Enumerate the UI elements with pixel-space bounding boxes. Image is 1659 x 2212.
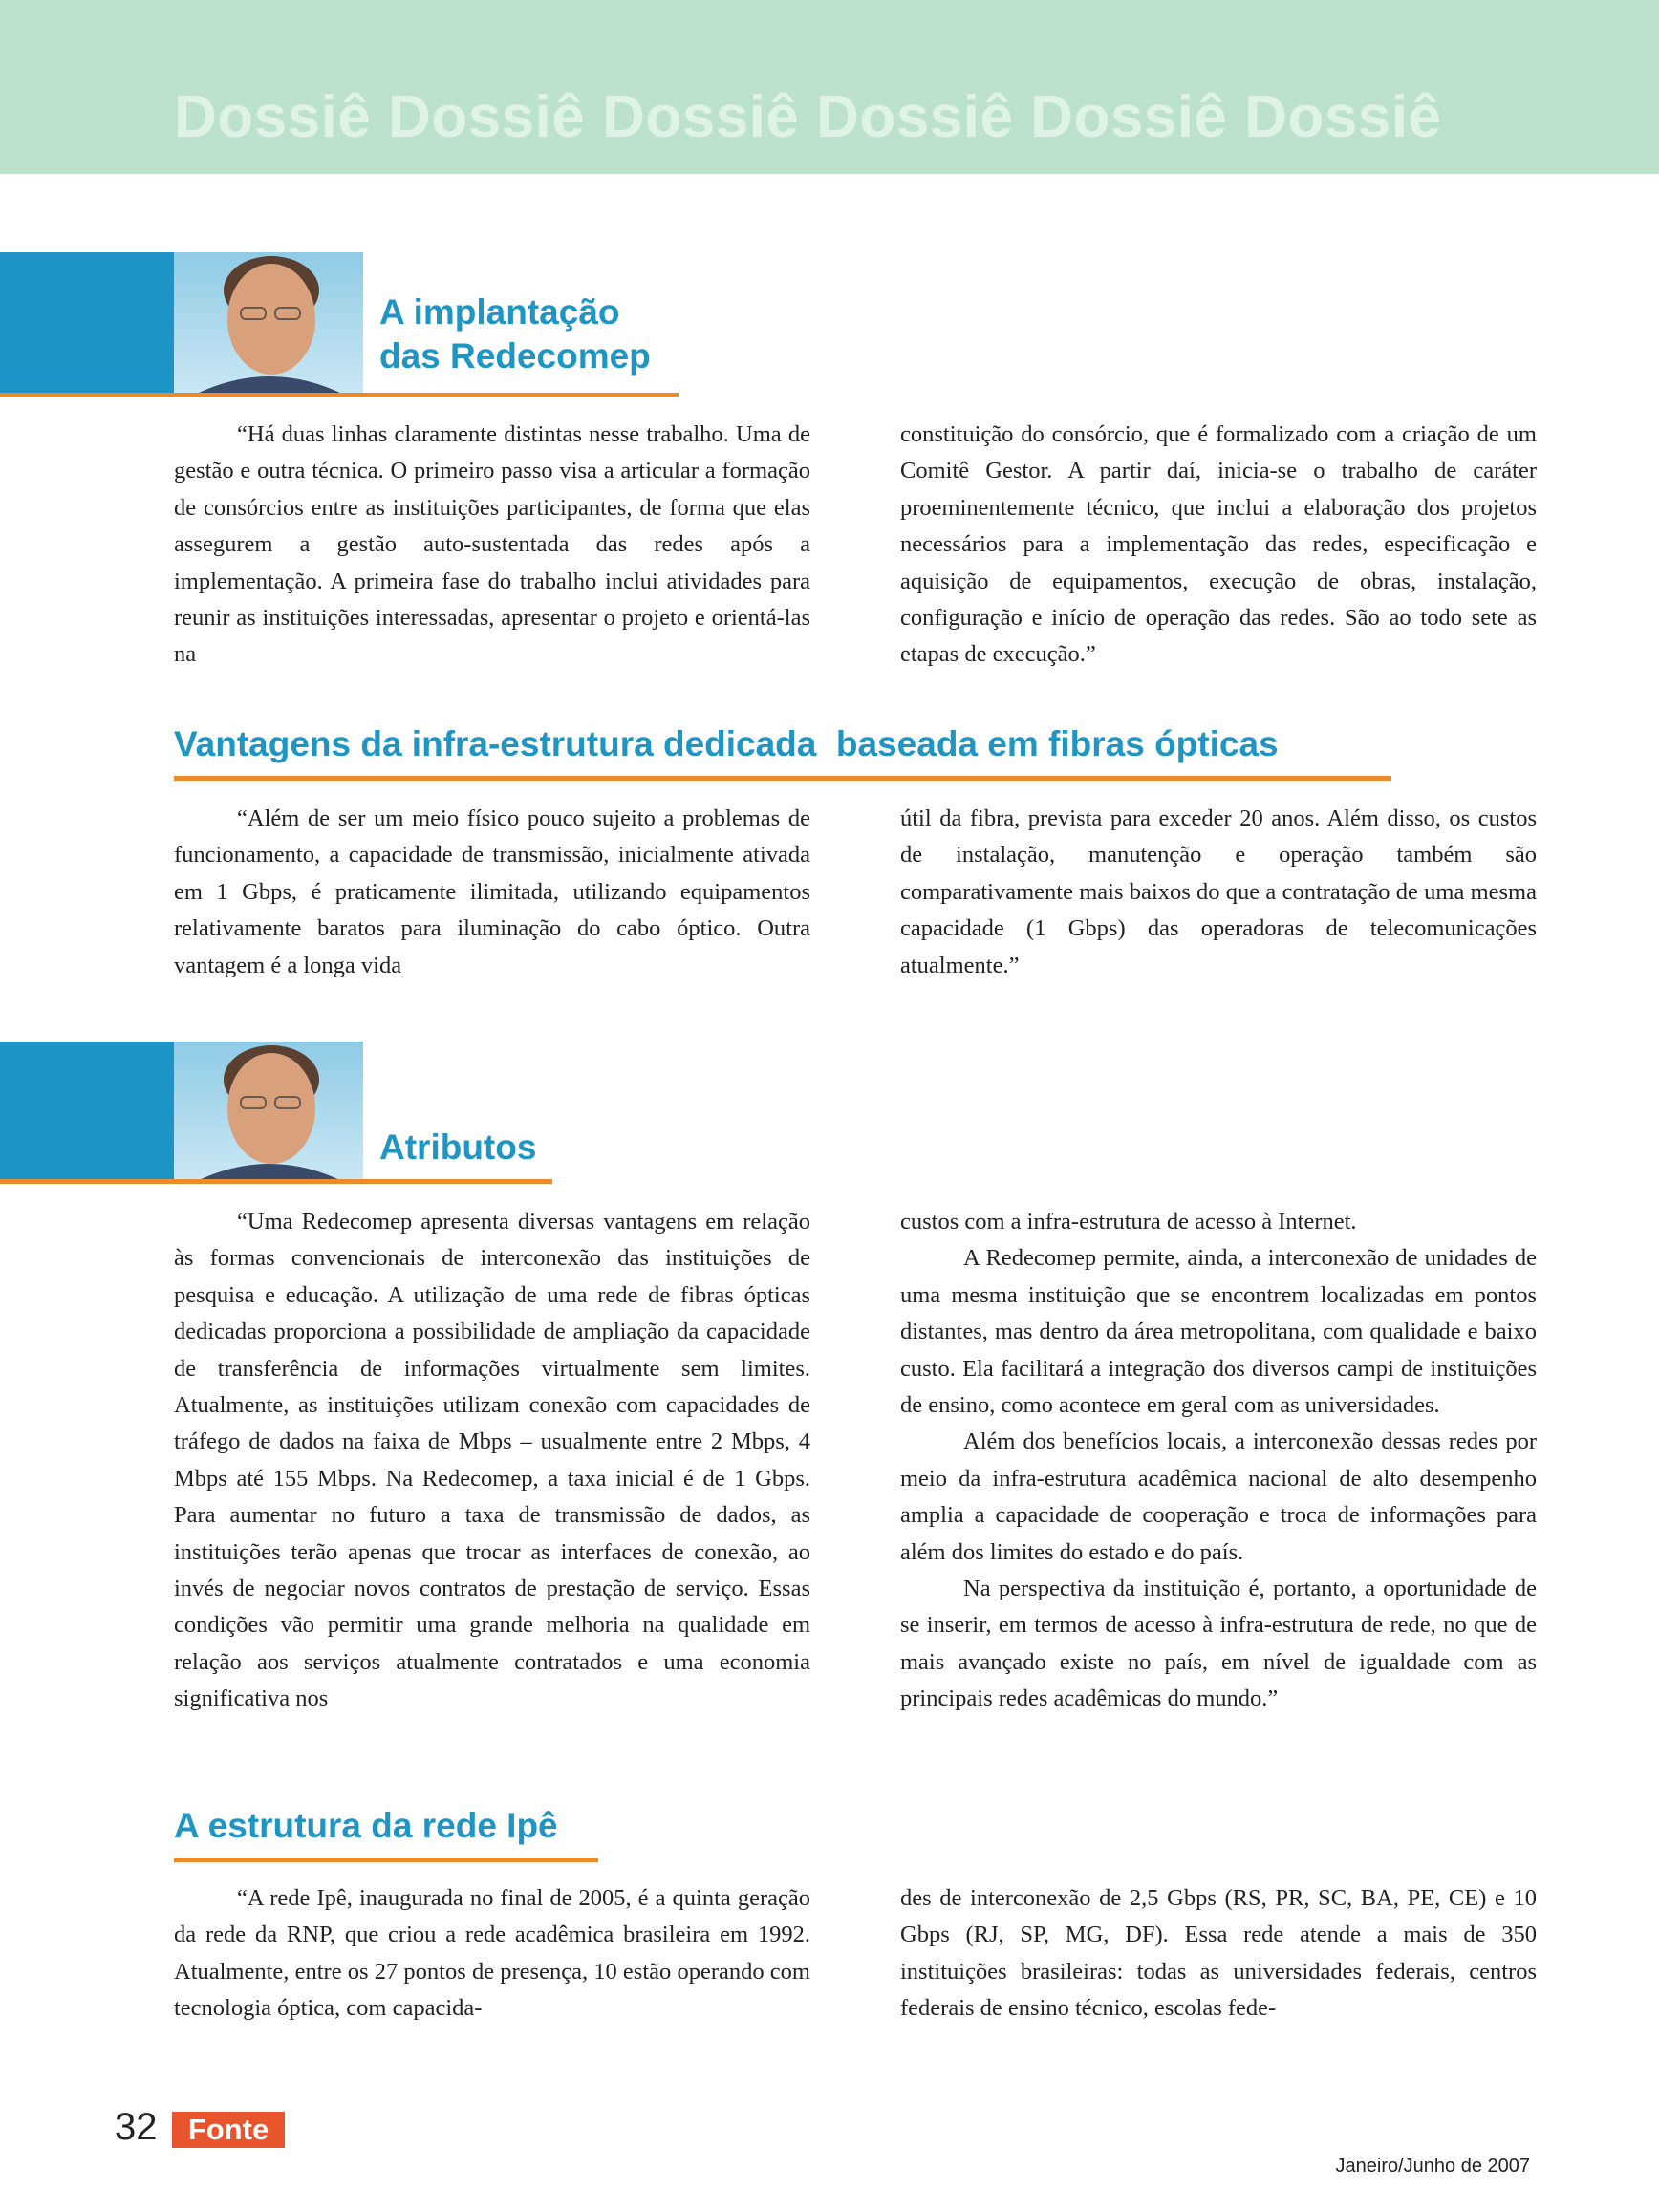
section-title-estrutura: A estrutura da rede Ipê <box>174 1806 558 1845</box>
column-left <box>174 801 810 984</box>
column-right <box>900 1880 1537 2028</box>
section-rule <box>0 1179 552 1184</box>
header-band-text: Dossiê Dossiê Dossiê Dossiê Dossiê Dossiê <box>174 84 1442 150</box>
section-accent-bar <box>0 252 174 396</box>
portrait-image <box>174 1042 363 1183</box>
column-left <box>174 1880 810 2028</box>
column-right <box>900 417 1537 674</box>
title-line-1: A implantação <box>379 292 620 332</box>
section-accent-bar <box>0 1042 174 1183</box>
paragraph: “Além de ser um meio físico pouco sujeito a problemas de funcionamento, a capacidade de transmissão, inicialmente ativada em 1 Gbps, é praticamente ilimitada, utilizando equipamentos relativamente baratos para iluminação do cabo óptico. Outra vantagem é a longa vida <box>174 805 810 978</box>
paragraph: útil da fibra, prevista para exceder 20 anos. Além disso, os custos de instalação, manutenção e operação também são comparativamente mais baixos do que a contratação de uma mesma capacidade (1 Gbps) das operadoras de telecomunicações atualmente.” <box>900 805 1537 978</box>
magazine-logo: Fonte <box>172 2112 285 2148</box>
paragraph: Além dos benefícios locais, a interconexão dessas redes por meio da infra-estrutura acadêmica nacional de alto desempenho amplia a capacidade de cooperação e troca de informações para além dos limites do estado e do país. <box>900 1428 1537 1565</box>
paragraph: constituição do consórcio, que é formalizado com a criação de um Comitê Gestor. A partir daí, inicia-se o trabalho de caráter proeminentemente técnico, que inclui a elaboração dos projetos necessários para a implementação das redes, especificação e aquisição de equipamentos, execução de obras, instalação, configuração e início de operação das redes. São ao todo sete as etapas de execução.” <box>900 421 1537 668</box>
author-photo <box>174 1042 363 1183</box>
paragraph: “A rede Ipê, inaugurada no final de 2005, é a quinta geração da rede da RNP, que criou a rede acadêmica brasileira em 1992. Atualmente, entre os 27 pontos de presença, 10 estão operando com tecnologia óptica, com capacida- <box>174 1885 810 2022</box>
issue-date: Janeiro/Junho de 2007 <box>1335 2156 1530 2177</box>
title-line-2: das Redecomep <box>379 336 651 376</box>
section-title-vantagens: Vantagens da infra-estrutura dedicada baseada em fibras ópticas <box>174 724 1279 763</box>
paragraph: “Há duas linhas claramente distintas nesse trabalho. Uma de gestão e outra técnica. O primeiro passo visa a articular a formação de consórcios entre as instituições participantes, de forma que elas assegurem a gestão auto-sustentada das redes após a implementação. A primeira fase do trabalho inclui atividades para reunir as instituições interessadas, apresentar o projeto e orientá-las na <box>174 421 810 668</box>
column-left <box>174 1204 810 1718</box>
paragraph: custos com a infra-estrutura de acesso à Internet. <box>900 1209 1357 1235</box>
section-rule <box>0 393 679 397</box>
column-right <box>900 1204 1537 1718</box>
section-title-atributos: Atributos <box>379 1127 537 1167</box>
paragraph: des de interconexão de 2,5 Gbps (RS, PR, SC, BA, PE, CE) e 10 Gbps (RJ, SP, MG, DF). Essa rede atende a mais de 350 instituições brasileiras: todas as universidades federais, centros federais de ensino técnico, escolas fede- <box>900 1885 1537 2022</box>
portrait-image <box>174 252 363 396</box>
paragraph: A Redecomep permite, ainda, a interconexão de unidades de uma mesma instituição que se encontrem localizadas em pontos distantes, mas dentro da área metropolitana, com qualidade e baixo custo. Ela facilitará a integração dos diversos campi de instituições de ensino, como acontece em geral com as universidades. <box>900 1245 1537 1419</box>
page-number: 32 <box>115 2106 158 2148</box>
paragraph: “Uma Redecomep apresenta diversas vantagens em relação às formas convencionais de interconexão das instituições de pesquisa e educação. A utilização de uma rede de fibras ópticas dedicadas proporciona a possibilidade de ampliação da capacidade de transferência de informações virtualmente sem limites. Atualmente, as instituições utilizam conexão com capacidades de tráfego de dados na faixa de Mbps – usualmente entre 2 Mbps, 4 Mbps até 155 Mbps. Na Redecomep, a taxa inicial é de 1 Gbps. Para aumentar no futuro a taxa de transmissão de dados, as instituições terão apenas que trocar as interfaces de conexão, ao invés de negociar novos contratos de prestação de serviço. Essas condições vão permitir uma grande melhoria na qualidade em relação aos serviços atualmente contratados e uma economia significativa nos <box>174 1209 810 1712</box>
section-rule <box>174 776 1391 781</box>
section-rule <box>174 1858 598 1862</box>
column-left <box>174 417 810 674</box>
author-photo <box>174 252 363 396</box>
section-title-implantacao <box>379 290 651 378</box>
paragraph: Na perspectiva da instituição é, portanto, a oportunidade de se inserir, em termos de acesso à infra-estrutura de rede, no que de mais avançado existe no país, em nível de igualdade com as principais redes acadêmicas do mundo.” <box>900 1576 1537 1712</box>
column-right <box>900 801 1537 984</box>
header-band <box>0 0 1659 174</box>
